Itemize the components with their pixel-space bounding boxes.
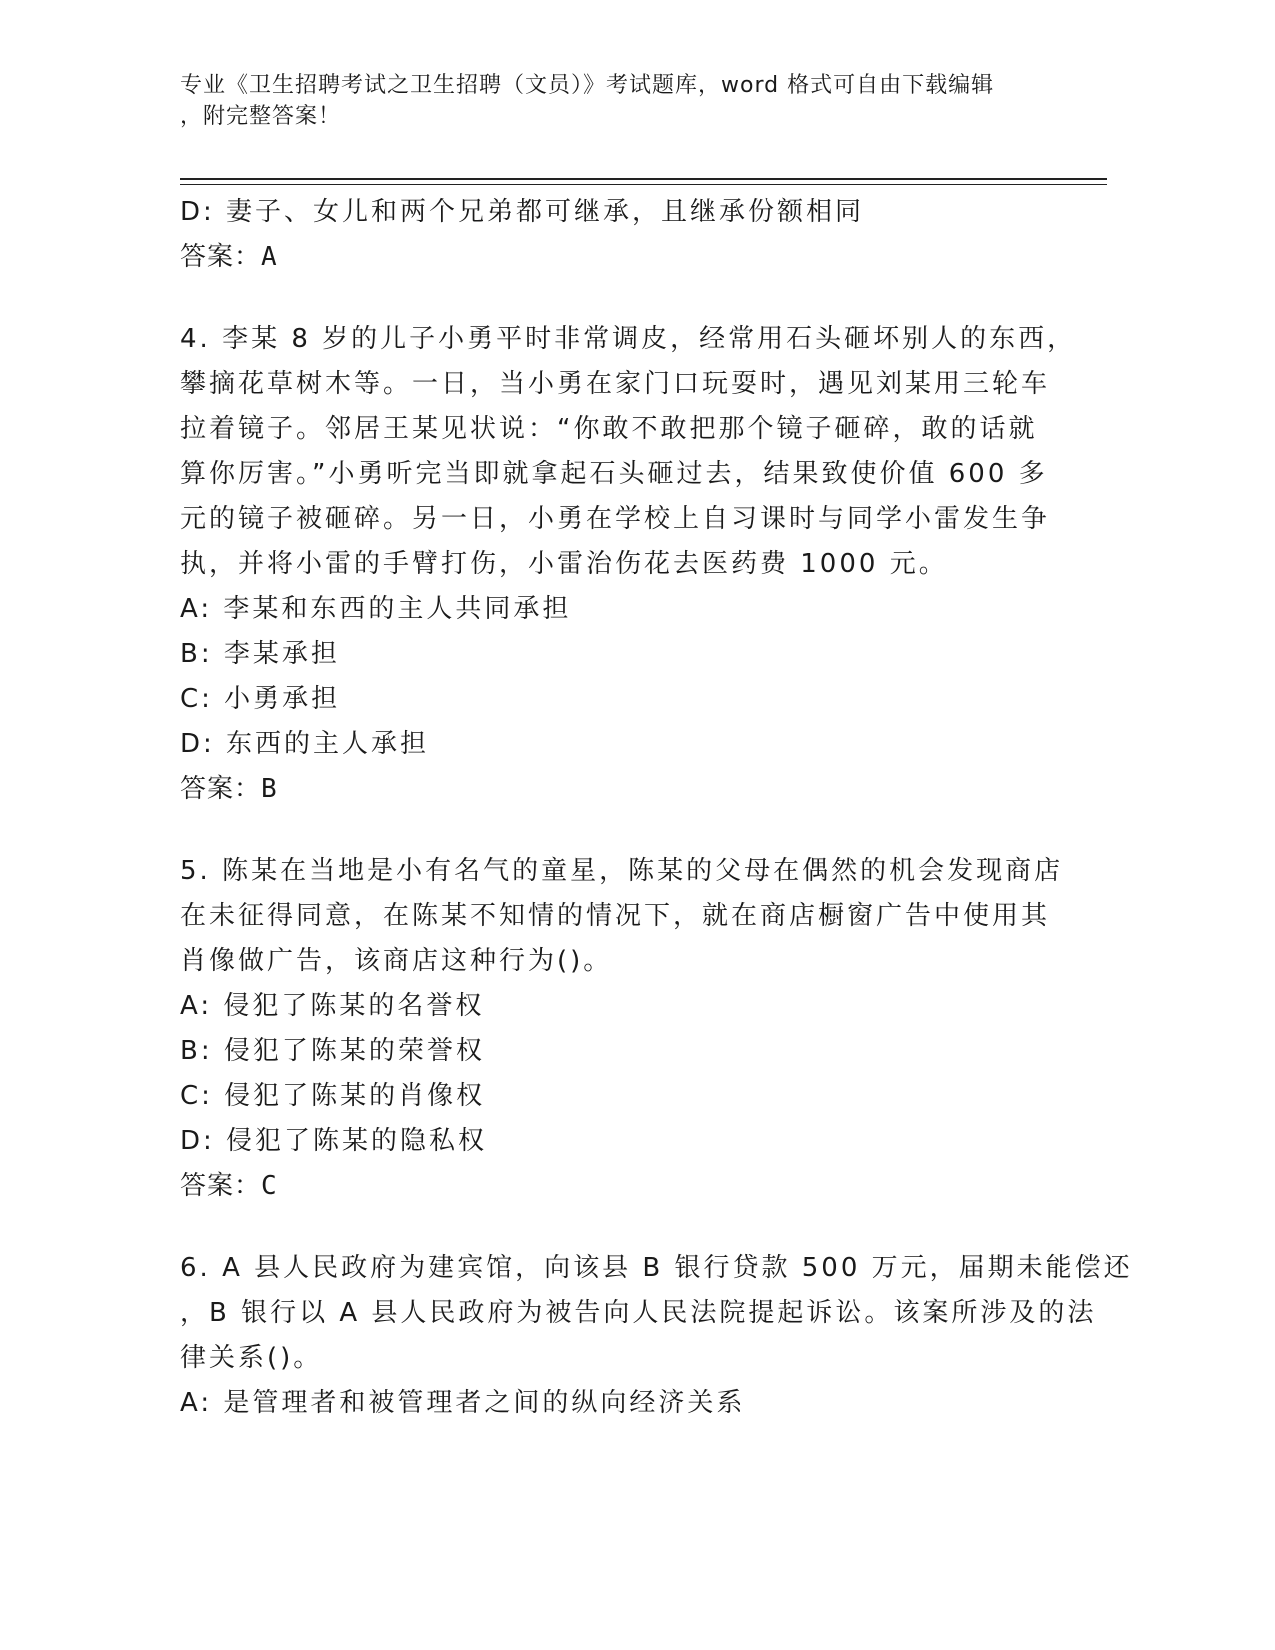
- spacer: [180, 812, 1080, 849]
- question-line: 执，并将小雷的手臂打伤，小雷治伤花去医药费 1000 元。: [180, 549, 948, 579]
- option-a: A: 李某和东西的主人共同承担: [180, 594, 572, 624]
- document-header: [180, 70, 1050, 132]
- question-line: 在未征得同意，在陈某不知情的情况下，就在商店橱窗广告中使用其: [180, 901, 1051, 931]
- question-line: 5. 陈某在当地是小有名气的童星，陈某的父母在偶然的机会发现商店: [180, 856, 1064, 886]
- option-c: C: 小勇承担: [180, 684, 341, 714]
- spacer: [180, 1209, 1080, 1246]
- option-a: A: 是管理者和被管理者之间的纵向经济关系: [180, 1388, 746, 1418]
- option-d: D: 东西的主人承担: [180, 729, 430, 759]
- question-text: [180, 317, 1080, 587]
- header-divider-thick: [180, 178, 1107, 180]
- question-5: [180, 849, 1080, 1209]
- header-divider-thin: [180, 184, 1107, 185]
- question-line: 算你厉害。”小勇听完当即就拿起石头砸过去，结果致使价值 600 多: [180, 459, 1048, 489]
- question-line: ，B 银行以 A 县人民政府为被告向人民法院提起诉讼。该案所涉及的法: [180, 1298, 1097, 1328]
- option-b: B: 李某承担: [180, 639, 340, 669]
- answer-line: 答案：C: [180, 1171, 278, 1201]
- question-line: 元的镜子被砸碎。另一日，小勇在学校上自习课时与同学小雷发生争: [180, 504, 1051, 534]
- option-b: B: 侵犯了陈某的荣誉权: [180, 1036, 485, 1066]
- question-line: 肖像做广告，该商店这种行为()。: [180, 946, 613, 976]
- option-a: A: 侵犯了陈某的名誉权: [180, 991, 485, 1021]
- question-line: 6. A 县人民政府为建宾馆，向该县 B 银行贷款 500 万元，届期未能偿还: [180, 1253, 1133, 1283]
- answer-line: 答案：B: [180, 774, 278, 804]
- option-c: C: 侵犯了陈某的肖像权: [180, 1081, 486, 1111]
- prev-question-tail: [180, 190, 1080, 280]
- question-4: [180, 317, 1080, 812]
- spacer: [180, 280, 1080, 317]
- header-line-2: ，附完整答案！: [180, 104, 342, 129]
- answer-line: 答案：A: [180, 242, 278, 272]
- question-line: 拉着镜子。邻居王某见状说：“你敢不敢把那个镜子砸碎，敢的话就: [180, 414, 1038, 444]
- question-line: 4. 李某 8 岁的儿子小勇平时非常调皮，经常用石头砸坏别人的东西，: [180, 324, 1077, 354]
- option-d: D: 妻子、女儿和两个兄弟都可继承，且继承份额相同: [180, 197, 865, 227]
- question-6: [180, 1246, 1133, 1426]
- header-line-1: 专业《卫生招聘考试之卫生招聘（文员）》考试题库，word 格式可自由下载编辑: [180, 73, 995, 98]
- question-text: [180, 849, 1080, 984]
- document-body: [180, 190, 1133, 1426]
- question-line: 律关系()。: [180, 1343, 323, 1373]
- option-d: D: 侵犯了陈某的隐私权: [180, 1126, 488, 1156]
- question-line: 攀摘花草树木等。一日，当小勇在家门口玩耍时，遇见刘某用三轮车: [180, 369, 1051, 399]
- question-text: [180, 1246, 1133, 1381]
